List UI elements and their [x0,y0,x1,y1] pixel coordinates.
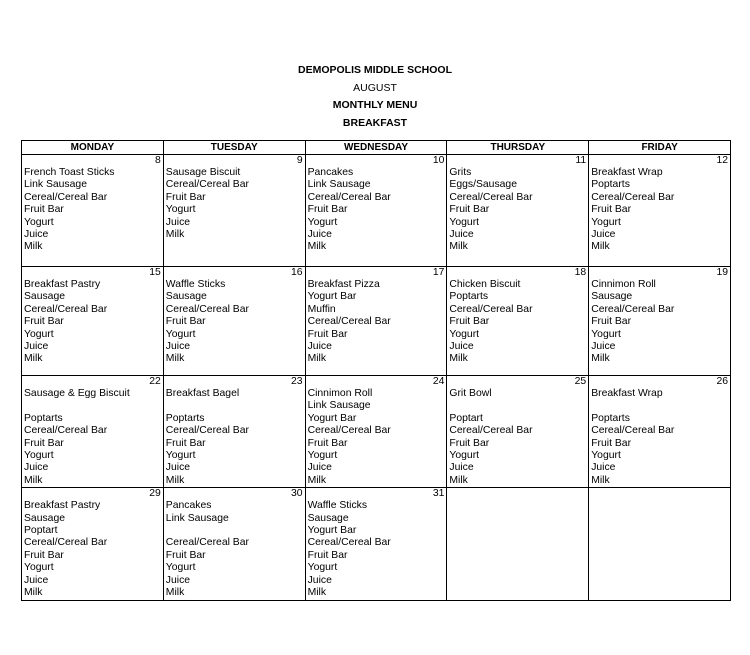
menu-item: Waffle Sticks [307,500,368,512]
menu-item: Waffle Sticks [165,279,226,290]
menu-item: Sausage & Egg Biscuit [24,388,130,399]
menu-item: Cereal/Cereal Bar [165,303,249,315]
day-number [447,488,588,500]
menu-type-label: MONTHLY MENU [332,99,418,111]
menu-item: Sausage [24,291,66,303]
week-row [22,376,731,488]
menu-item: Milk [307,241,327,253]
menu-item: Yogurt [24,562,54,574]
day-number: 19 [716,267,728,278]
day-number: 31 [432,488,445,500]
menu-item [164,525,305,537]
menu-item: Yogurt [24,216,54,228]
menu-item: Cereal/Cereal Bar [449,191,533,203]
menu-item: Fruit Bar [165,316,206,328]
menu-item: Juice [24,229,49,241]
menu-item: Breakfast Bagel [165,388,240,399]
menu-item: Yogurt [307,562,338,574]
menu-item: Milk [24,241,43,253]
menu-item: Juice [165,341,191,353]
day-cell [305,488,447,600]
day-cell [589,488,731,600]
menu-item: Juice [449,462,474,474]
menu-item: Yogurt [165,562,196,574]
menu-item: Link Sausage [307,179,371,191]
day-number: 8 [155,155,161,166]
menu-item: Pancakes [307,167,354,178]
day-cell [163,376,305,488]
weekday-header-friday: FRIDAY [589,141,731,155]
menu-item: Milk [165,474,185,486]
menu-item: Cereal/Cereal Bar [24,425,108,437]
menu-item: Milk [591,241,610,253]
menu-item: Grits [449,167,472,178]
menu-item: Fruit Bar [165,191,206,203]
menu-item: Cereal/Cereal Bar [591,303,675,315]
menu-item: Juice [165,462,191,474]
weekday-header-tuesday: TUESDAY [163,141,305,155]
menu-item: Yogurt [591,450,621,462]
menu-header [0,62,750,132]
day-number: 15 [149,267,161,278]
menu-item: Fruit Bar [449,437,490,449]
menu-item: Breakfast Wrap [591,388,663,399]
menu-item: Poptarts [449,291,489,303]
menu-item: Cereal/Cereal Bar [165,537,249,549]
menu-item: Fruit Bar [24,549,64,561]
menu-item: Cereal/Cereal Bar [449,303,533,315]
day-number: 18 [574,267,587,278]
menu-item: Cereal/Cereal Bar [591,191,675,203]
menu-item: Juice [165,574,191,586]
menu-item: Juice [24,462,49,474]
menu-item: Sausage [591,291,633,303]
day-number: 17 [432,267,445,278]
menu-item: Milk [591,474,610,486]
menu-item [164,400,305,412]
menu-item: Yogurt [449,328,480,340]
menu-item: Fruit Bar [24,204,64,216]
menu-item: Cereal/Cereal Bar [307,537,391,549]
day-cell [589,376,731,488]
day-number [589,488,730,500]
month-label: AUGUST [353,81,397,94]
menu-item: Milk [24,353,43,365]
menu-item: Poptart [24,525,58,537]
day-cell [447,376,589,488]
menu-item: Fruit Bar [165,437,206,449]
menu-item: Cereal/Cereal Bar [307,191,391,203]
menu-item: Yogurt [449,450,480,462]
week-row [22,155,731,267]
menu-item [589,400,730,412]
menu-item: Poptarts [591,179,630,191]
menu-item: Poptarts [24,412,63,424]
day-number: 12 [716,155,728,166]
weekday-header-row [22,141,731,155]
day-number: 16 [291,267,303,278]
menu-item: Milk [591,353,610,365]
menu-item: Yogurt [24,328,54,340]
week-row [22,267,731,376]
menu-item: Grit Bowl [449,388,492,399]
menu-item: Fruit Bar [307,437,348,449]
menu-item: Link Sausage [24,179,87,191]
menu-item: Chicken Biscuit [449,279,521,290]
menu-item: Milk [165,587,185,599]
menu-item: Sausage [307,512,349,524]
menu-item: Breakfast Pizza [307,279,380,290]
menu-item: Fruit Bar [591,437,632,449]
menu-item: Milk [449,241,468,253]
menu-item: Yogurt [165,450,196,462]
menu-item: Cereal/Cereal Bar [165,179,249,191]
menu-item: Milk [165,229,185,241]
day-cell [447,488,589,600]
menu-item: Link Sausage [307,400,371,412]
menu-item: Juice [165,216,191,228]
menu-item: Juice [449,341,474,353]
menu-item: Juice [307,462,332,474]
menu-item: Fruit Bar [165,549,206,561]
menu-item: Yogurt [449,216,480,228]
menu-item: Milk [307,353,327,365]
menu-item: Juice [591,229,616,241]
day-number: 25 [574,376,587,387]
menu-item: Juice [24,341,49,353]
day-cell [447,267,589,376]
menu-calendar [21,140,731,601]
menu-item: Muffin [307,303,336,315]
menu-item: Milk [165,353,185,365]
day-number: 22 [149,376,161,387]
menu-item: Breakfast Wrap [591,167,663,178]
menu-item: Cereal/Cereal Bar [24,303,108,315]
menu-item: Cereal/Cereal Bar [307,425,391,437]
menu-item: Cereal/Cereal Bar [449,425,533,437]
menu-item: Fruit Bar [307,328,348,340]
menu-item: Sausage [165,291,207,303]
day-cell [305,376,447,488]
menu-item: Sausage [24,512,66,524]
menu-item: Milk [24,474,43,486]
menu-item: Milk [307,587,327,599]
school-name: DEMOPOLIS MIDDLE SCHOOL [297,64,452,76]
day-cell [589,267,731,376]
menu-item: Fruit Bar [591,204,632,216]
menu-item: Poptarts [165,412,205,424]
day-cell [589,155,731,267]
day-cell [22,488,164,600]
menu-item: Yogurt [24,450,54,462]
menu-item: Yogurt [307,216,338,228]
menu-item: Fruit Bar [24,437,64,449]
menu-item: Link Sausage [165,512,229,524]
menu-item: Cereal/Cereal Bar [307,316,391,328]
day-number: 24 [432,376,445,387]
weekday-header-thursday: THURSDAY [447,141,589,155]
menu-item: Cinnimon Roll [307,388,373,399]
menu-item: Cereal/Cereal Bar [591,425,675,437]
menu-item: Juice [307,574,332,586]
menu-item: Poptarts [591,412,630,424]
day-number: 29 [149,488,161,500]
day-cell [163,155,305,267]
day-cell [163,267,305,376]
day-cell [22,155,164,267]
menu-item: Juice [591,341,616,353]
menu-item: Milk [24,587,43,599]
menu-item: Yogurt [165,204,196,216]
menu-item: Yogurt [591,216,621,228]
menu-item: Milk [449,353,468,365]
menu-item: Yogurt Bar [307,525,357,537]
menu-item: Eggs/Sausage [449,179,517,191]
menu-item: Fruit Bar [307,549,348,561]
menu-item: Cereal/Cereal Bar [24,191,108,203]
menu-item [447,400,588,412]
menu-item: Fruit Bar [307,204,348,216]
weekday-header-wednesday: WEDNESDAY [305,141,447,155]
week-row [22,488,731,600]
menu-item: Sausage Biscuit [165,167,241,178]
menu-item: Juice [307,341,332,353]
menu-item: Yogurt [591,328,621,340]
menu-item: Yogurt Bar [307,412,357,424]
day-number: 10 [432,155,445,166]
menu-item: Juice [449,229,474,241]
menu-item: Fruit Bar [591,316,632,328]
day-cell [22,267,164,376]
day-number: 11 [575,155,587,166]
menu-item: Juice [24,574,49,586]
day-number: 30 [291,488,303,500]
day-cell [305,155,447,267]
menu-item: Pancakes [165,500,212,512]
meal-label: BREAKFAST [342,116,408,129]
menu-item: Poptart [449,412,483,424]
menu-item: Yogurt [165,328,196,340]
menu-item: Breakfast Pastry [24,279,101,290]
day-number: 26 [716,376,728,387]
day-cell [22,376,164,488]
menu-item: Juice [591,462,616,474]
day-number: 9 [296,155,303,166]
menu-item: Cereal/Cereal Bar [165,425,249,437]
weekday-header-monday: MONDAY [22,141,164,155]
day-cell [163,488,305,600]
day-number: 23 [291,376,303,387]
menu-item: French Toast Sticks [24,167,115,178]
day-cell [305,267,447,376]
day-cell [447,155,589,267]
menu-item [22,400,163,412]
menu-item: Yogurt Bar [307,291,357,303]
menu-item: Milk [449,474,468,486]
menu-item: Juice [307,229,332,241]
menu-item: Fruit Bar [449,316,490,328]
menu-item: Fruit Bar [24,316,64,328]
menu-item: Cereal/Cereal Bar [24,537,108,549]
menu-item: Milk [307,474,327,486]
menu-item: Breakfast Pastry [24,500,101,512]
menu-item: Fruit Bar [449,204,490,216]
menu-item: Cinnimon Roll [591,279,656,290]
menu-item: Yogurt [307,450,338,462]
